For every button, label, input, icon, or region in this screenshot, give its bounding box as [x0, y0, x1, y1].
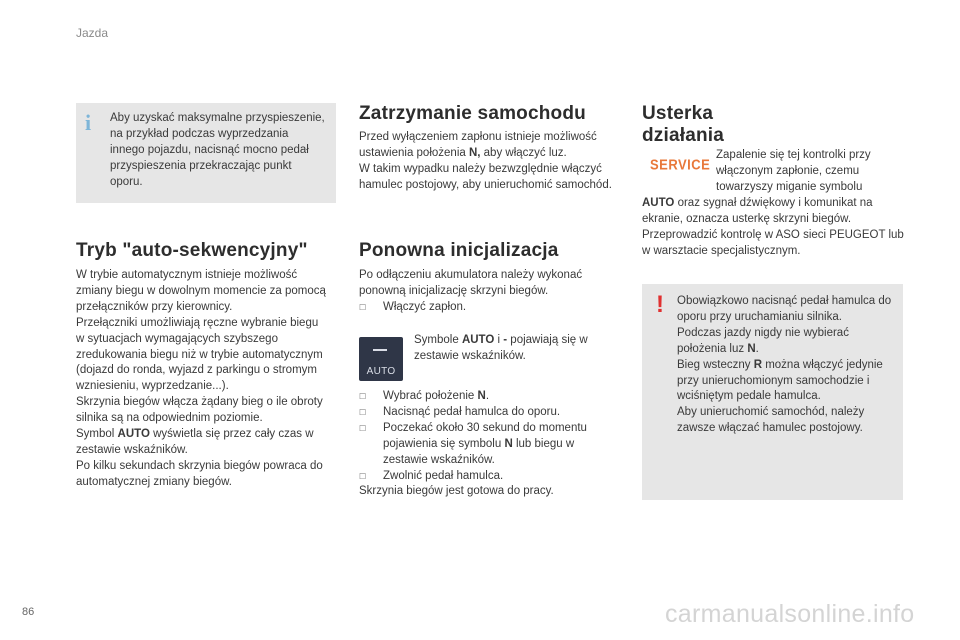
watermark: carmanualsonline.info [665, 600, 915, 628]
usterka-p3: Przeprowadzić kontrolę w ASO sieci PEUGEOT lub w warsztacie specjalistycznym. [642, 228, 904, 257]
service-warning-icon: SERVICE [650, 156, 711, 173]
ponowna-steps [359, 389, 621, 500]
ponowna-step-4: ☐ Poczekać około 30 sekund do momentu pojawienia się symbolu N lub biegu w zestawie wskaźników. [359, 421, 621, 469]
ponowna-step-5: ☐ Zwolnić pedał hamulca. [359, 469, 621, 485]
ponowna-step-3: ☐ Nacisnąć pedał hamulca do oporu. [359, 405, 621, 421]
ponowna-title: Ponowna inicjalizacja [359, 240, 559, 261]
tryb-p3: Skrzynia biegów włącza żądany bieg o ile obroty silnika są na odpowiednim poziomie. [76, 396, 323, 425]
auto-indicator-icon [359, 337, 403, 381]
usterka-p1: Zapalenie się tej kontrolki przy włączonym zapłonie, czemu towarzyszy miganie symbolu [716, 149, 871, 193]
info-text: Aby uzyskać maksymalne przyspieszenie, na przykład podczas wyprzedzania innego pojazdu, nacisnąć mocno pedał przyspieszenia przekraczając punkt oporu. [110, 112, 325, 188]
zatrzymanie-p1: Przed wyłączeniem zapłonu istnieje możliwość ustawienia położenia N, aby włączyć luz. [359, 131, 597, 159]
section-header: Jazda [76, 26, 109, 40]
warning-p2: Podczas jazdy nigdy nie wybierać położenia luz N. [677, 326, 849, 355]
ponowna-step-2: ☐ Wybrać położenie N. [359, 389, 621, 405]
tryb-p4: Symbol AUTO wyświetla się przez cały czas w zestawie wskaźników. [76, 428, 314, 456]
warning-icon: ! [656, 291, 664, 318]
tryb-p1: W trybie automatycznym istnieje możliwość zmiany biegu w dowolnym momencie za pomocą przełączników przy kierownicy. [76, 269, 326, 313]
usterka-title: Usterka działania [642, 103, 725, 146]
ponowna-intro-block [359, 268, 621, 316]
usterka-body [642, 196, 904, 260]
warning-p4: Aby unieruchomić samochód, należy zawsze włączać hamulec postojowy. [677, 406, 865, 435]
auto-indicator-label: AUTO [366, 366, 396, 377]
page-number: 86 [22, 606, 35, 618]
zatrzymanie-title: Zatrzymanie samochodu [359, 103, 586, 124]
tryb-body [76, 268, 326, 491]
zatrzymanie-body [359, 130, 621, 194]
warning-p1: Obowiązkowo nacisnąć pedał hamulca do oporu przy uruchamianiu silnika. [677, 295, 892, 323]
info-icon: i [85, 110, 92, 135]
symbol-text: Symbole AUTO i - pojawiają się w zestawie wskaźników. [414, 334, 588, 362]
dash-symbol [373, 349, 387, 351]
ponowna-final: Skrzynia biegów jest gotowa do pracy. [359, 485, 554, 498]
zatrzymanie-p2: W takim wypadku należy bezwzględnie włączyć hamulec postojowy, aby unieruchomić samochód. [359, 162, 612, 191]
tryb-p2: Przełączniki umożliwiają ręczne wybranie biegu w sytuacjach wymagających szybszego zredukowania biegu niż w trybie automatycznym (dojazd do ronda, wyjazd z parkingu o stromym wzniesieniu, wyprzedzanie...). [76, 316, 323, 393]
tryb-title: Tryb "auto-sekwencyjny" [76, 240, 308, 261]
warning-p3: Bieg wsteczny R można włączyć jedynie przy unieruchomionym samochodzie i wciśniętym pedale hamulca. [677, 358, 883, 403]
ponowna-intro: Po odłączeniu akumulatora należy wykonać ponowną inicjalizację skrzyni biegów. [359, 269, 583, 297]
ponowna-step-1: ☐ Włączyć zapłon. [359, 300, 621, 316]
tryb-p5: Po kilku sekundach skrzynia biegów powraca do automatycznej zmiany biegów. [76, 459, 323, 488]
usterka-p2: AUTO oraz sygnał dźwiękowy i komunikat na ekranie, oznacza usterkę skrzyni biegów. [642, 197, 873, 225]
warning-text [677, 294, 897, 437]
